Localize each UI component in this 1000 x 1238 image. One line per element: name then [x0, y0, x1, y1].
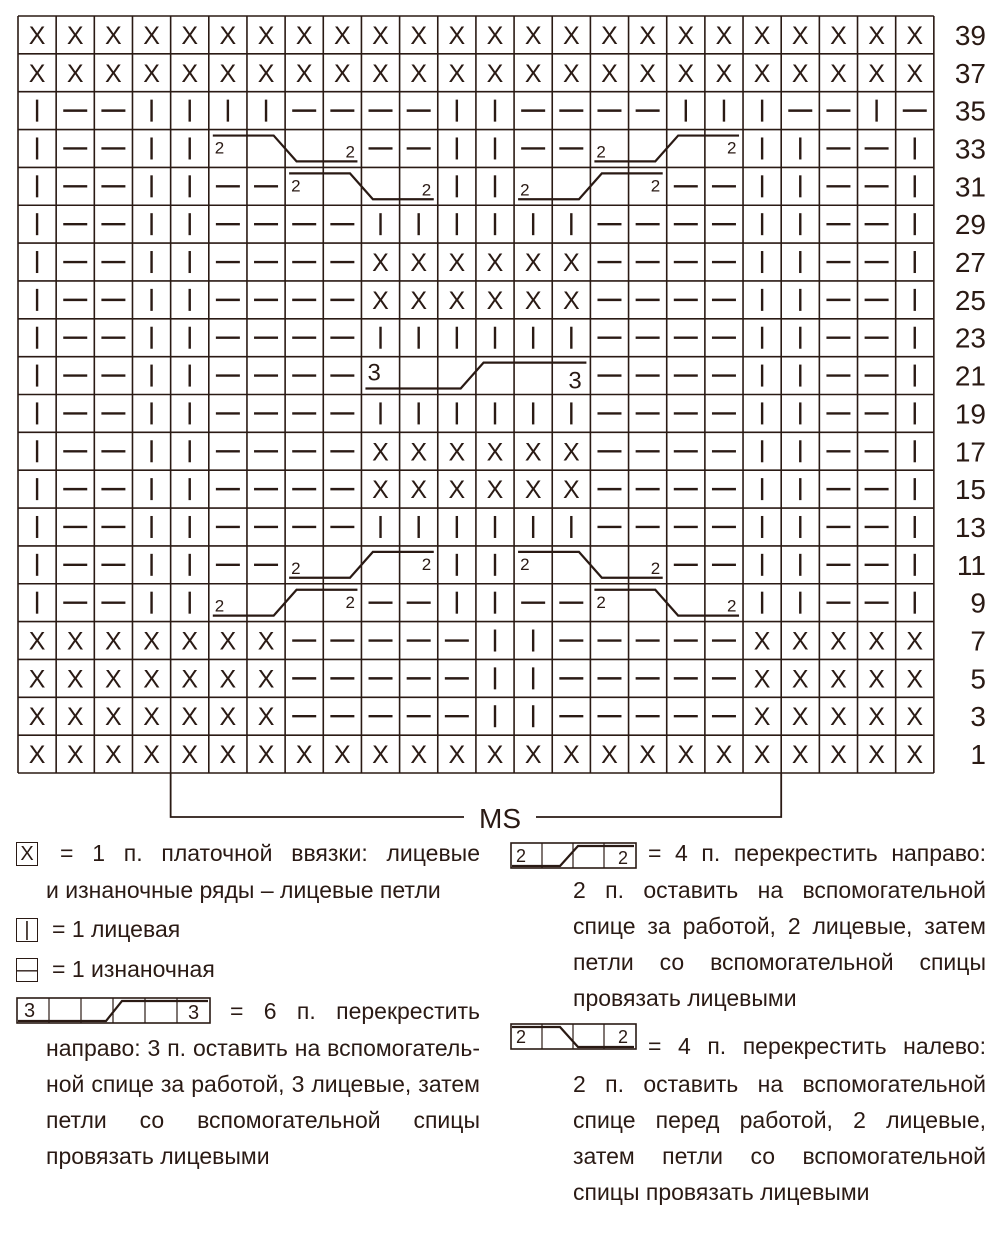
garter-stitch-mark: X — [257, 21, 275, 50]
garter-stitch-mark: X — [181, 627, 199, 656]
cable-count-label: 2 — [596, 592, 606, 612]
legend-cable4-right-line2: 2 п. оставить на вспомогательной — [573, 877, 986, 903]
garter-stitch-mark: X — [791, 741, 809, 770]
garter-stitch-mark: X — [372, 438, 389, 467]
garter-stitch-mark: X — [372, 21, 389, 50]
garter-stitch-mark: X — [830, 665, 847, 694]
garter-stitch-mark: X — [143, 627, 160, 656]
purl-symbol-icon: — — [17, 959, 37, 981]
garter-stitch-mark: X — [181, 21, 199, 50]
garter-stitch-mark: X — [28, 665, 46, 694]
garter-stitch-mark: X — [448, 21, 466, 50]
row-number-label: 7 — [970, 625, 986, 657]
garter-stitch-mark: X — [28, 627, 46, 656]
garter-stitch-mark: X — [66, 741, 84, 770]
garter-stitch-mark: X — [410, 741, 428, 770]
garter-stitch-mark: X — [410, 476, 428, 505]
garter-stitch-mark: X — [219, 59, 237, 88]
cable-count-label: 2 — [421, 554, 432, 574]
row-number-label: 3 — [970, 701, 986, 733]
cable-count-label: 2 — [421, 180, 432, 200]
cable-count-label: 2 — [520, 180, 530, 200]
garter-stitch-mark: X — [562, 286, 580, 315]
garter-stitch-mark: X — [715, 21, 733, 50]
legend-cable4-left-line1: = 4 п. перекрестить налево: — [648, 1033, 986, 1059]
garter-stitch-mark: X — [830, 59, 847, 88]
cable-count-label: 2 — [214, 138, 225, 158]
row-number-label: 9 — [970, 587, 986, 619]
legend-purl — [52, 951, 215, 987]
garter-stitch-mark: X — [906, 59, 924, 88]
garter-stitch-mark: X — [753, 627, 771, 656]
garter-stitch-mark: X — [486, 59, 504, 88]
garter-stitch-mark: X — [677, 21, 695, 50]
garter-stitch-mark: X — [410, 438, 428, 467]
garter-stitch-mark: X — [28, 703, 46, 732]
garter-stitch-mark: X — [219, 703, 237, 732]
garter-stitch-mark: X — [868, 627, 885, 656]
legend-cable4-left-cont — [573, 1066, 986, 1210]
legend-garter-line1: = 1 п. платочной ввязки: лицевые — [60, 840, 480, 866]
row-number-label: 13 — [954, 511, 986, 543]
garter-stitch-mark: X — [486, 249, 504, 278]
garter-stitch-mark: X — [486, 741, 504, 770]
garter-stitch-mark: X — [66, 665, 84, 694]
cable-count-label: 3 — [367, 359, 381, 387]
garter-symbol-icon: X — [16, 842, 38, 866]
garter-stitch-mark: X — [66, 627, 84, 656]
garter-stitch-mark: X — [601, 21, 618, 50]
legend-cable4-right-line4: петли со вспомогательной спицы — [573, 949, 986, 975]
cable-count-label: 2 — [291, 558, 301, 578]
garter-stitch-mark: X — [906, 21, 924, 50]
repeat-label: MS — [479, 803, 521, 834]
legend-cable6-cont — [46, 1030, 480, 1174]
garter-stitch-mark: X — [791, 665, 809, 694]
garter-stitch-mark: X — [143, 59, 160, 88]
garter-stitch-mark: X — [486, 438, 504, 467]
cable-count-label: 2 — [345, 142, 355, 162]
garter-stitch-mark: X — [448, 438, 466, 467]
cable4-right-symbol-icon — [510, 842, 638, 870]
garter-stitch-mark: X — [372, 476, 389, 505]
garter-stitch-mark: X — [181, 703, 199, 732]
garter-stitch-mark: X — [868, 665, 885, 694]
garter-stitch-mark: X — [181, 665, 199, 694]
garter-stitch-mark: X — [562, 59, 580, 88]
row-number-label: 21 — [954, 360, 986, 392]
row-number-label: 37 — [954, 57, 986, 89]
garter-stitch-mark: X — [257, 665, 275, 694]
garter-stitch-mark: X — [105, 703, 122, 732]
garter-stitch-mark: X — [372, 249, 389, 278]
garter-stitch-mark: X — [906, 627, 924, 656]
garter-stitch-mark: X — [791, 703, 809, 732]
cable-count-label: 2 — [727, 138, 737, 158]
garter-stitch-mark: X — [372, 286, 389, 315]
garter-stitch-mark: X — [143, 741, 160, 770]
garter-stitch-mark: X — [562, 249, 580, 278]
garter-stitch-mark: X — [753, 59, 771, 88]
garter-stitch-mark: X — [524, 21, 542, 50]
garter-stitch-mark: X — [906, 703, 924, 732]
garter-stitch-mark: X — [639, 21, 656, 50]
cable-count-label: 2 — [345, 592, 355, 612]
garter-stitch-mark: X — [257, 741, 275, 770]
cable-count-label: 2 — [650, 558, 661, 578]
cable4-left-n-right: 2 — [618, 1027, 629, 1047]
row-number-label: 15 — [954, 474, 986, 506]
garter-stitch-mark: X — [562, 438, 580, 467]
cable-count-label: 2 — [520, 554, 530, 574]
legend-cable6-line1: = 6 п. перекрестить — [230, 998, 480, 1024]
garter-stitch-mark: X — [524, 59, 542, 88]
row-number-label: 33 — [954, 133, 986, 165]
knit-symbol-icon: | — [16, 918, 38, 942]
row-number-label: 11 — [956, 549, 986, 581]
legend-cable4-right-cont — [573, 872, 986, 1016]
cable4-left-symbol-icon — [510, 1023, 638, 1051]
row-number-label: 25 — [954, 284, 986, 316]
garter-stitch-mark: X — [562, 476, 580, 505]
garter-stitch-mark: X — [410, 286, 428, 315]
garter-stitch-mark: X — [906, 665, 924, 694]
row-number-label: 35 — [954, 95, 986, 127]
legend-garter-cont — [46, 872, 441, 908]
garter-stitch-mark: X — [753, 21, 771, 50]
garter-stitch-mark: X — [448, 249, 466, 278]
cable4-right-n-left: 2 — [516, 846, 527, 866]
garter-stitch-mark: X — [334, 21, 351, 50]
legend-cable4-left — [648, 1028, 986, 1064]
garter-stitch-mark: X — [868, 741, 885, 770]
garter-stitch-mark: X — [791, 21, 809, 50]
garter-stitch-mark: X — [448, 286, 466, 315]
garter-stitch-mark: X — [868, 59, 885, 88]
legend-cable6 — [230, 993, 480, 1029]
garter-stitch-mark: X — [181, 59, 199, 88]
garter-stitch-mark: X — [66, 21, 84, 50]
garter-stitch-mark: X — [562, 21, 580, 50]
garter-stitch-mark: X — [219, 741, 237, 770]
legend-cable4-left-line5: спицы провязать лицевыми — [573, 1179, 870, 1205]
garter-stitch-mark: X — [601, 741, 618, 770]
row-number-label: 19 — [954, 398, 986, 430]
legend-cable4-right-line3: спице за работой, 2 лицевые, затем — [573, 913, 986, 939]
garter-stitch-mark: X — [257, 59, 275, 88]
garter-stitch-mark: X — [830, 703, 847, 732]
garter-stitch-mark: X — [791, 627, 809, 656]
garter-stitch-mark: X — [639, 59, 656, 88]
garter-stitch-mark: X — [524, 249, 542, 278]
cable-count-label: 2 — [596, 142, 606, 162]
garter-stitch-mark: X — [715, 59, 733, 88]
garter-stitch-mark: X — [143, 21, 160, 50]
garter-stitch-mark: X — [524, 476, 542, 505]
legend-cable4-left-line4: затем петли со вспомогательной — [573, 1143, 986, 1169]
garter-stitch-mark: X — [334, 741, 351, 770]
garter-stitch-mark: X — [105, 665, 122, 694]
garter-stitch-mark: X — [181, 741, 199, 770]
garter-stitch-mark: X — [105, 627, 122, 656]
cable4-left-n-left: 2 — [516, 1027, 527, 1047]
garter-stitch-mark: X — [524, 438, 542, 467]
legend-cable6-line5: провязать лицевыми — [46, 1143, 270, 1169]
garter-stitch-mark: X — [448, 741, 466, 770]
legend-knit-text: = 1 лицевая — [52, 916, 181, 942]
cable4-right-n-right: 2 — [618, 848, 629, 868]
garter-stitch-mark: X — [219, 21, 237, 50]
garter-stitch-mark: X — [28, 59, 46, 88]
garter-stitch-mark: X — [372, 741, 389, 770]
legend-garter — [60, 835, 480, 871]
cable-count-label: 2 — [291, 176, 301, 196]
row-number-label: 1 — [970, 739, 986, 771]
row-number-label: 5 — [970, 663, 986, 695]
garter-stitch-mark: X — [334, 59, 351, 88]
legend-cable4-left-line2: 2 п. оставить на вспомогательной — [573, 1071, 986, 1097]
legend-cable4-right-line1: = 4 п. перекрестить направо: — [648, 840, 986, 866]
garter-stitch-mark: X — [830, 627, 847, 656]
garter-stitch-mark: X — [410, 249, 428, 278]
cable-count-label: 2 — [650, 176, 661, 196]
garter-stitch-mark: X — [524, 741, 542, 770]
garter-stitch-mark: X — [906, 741, 924, 770]
legend-cable4-left-line3: спице перед работой, 2 лицевые, — [573, 1107, 986, 1133]
row-number-label: 17 — [954, 436, 986, 468]
cable-count-label: 2 — [727, 596, 737, 616]
garter-stitch-mark: X — [791, 59, 809, 88]
cable6-n-left: 3 — [24, 1000, 36, 1022]
garter-stitch-mark: X — [486, 286, 504, 315]
legend-cable6-line3: ной спице за работой, 3 лицевые, затем — [46, 1071, 480, 1097]
garter-stitch-mark: X — [486, 21, 504, 50]
garter-stitch-mark: X — [448, 59, 466, 88]
garter-stitch-mark: X — [753, 665, 771, 694]
cable-count-label: 2 — [214, 596, 225, 616]
garter-stitch-mark: X — [753, 741, 771, 770]
garter-stitch-mark: X — [66, 59, 84, 88]
legend-cable6-line4: петли со вспомогательной спицы — [46, 1107, 480, 1133]
garter-stitch-mark: X — [868, 21, 885, 50]
garter-stitch-mark: X — [28, 21, 46, 50]
garter-stitch-mark: X — [219, 665, 237, 694]
garter-stitch-mark: X — [143, 703, 160, 732]
garter-stitch-mark: X — [562, 741, 580, 770]
legend-cable4-right — [648, 835, 986, 871]
cable6-n-right: 3 — [188, 1002, 200, 1024]
garter-stitch-mark: X — [219, 627, 237, 656]
garter-stitch-mark: X — [105, 21, 122, 50]
legend-garter-line2: и изнаночные ряды – лицевые петли — [46, 877, 441, 903]
row-number-label: 23 — [954, 322, 986, 354]
garter-stitch-mark: X — [639, 741, 656, 770]
cable6-symbol-icon — [16, 997, 212, 1025]
garter-stitch-mark: X — [830, 21, 847, 50]
garter-stitch-mark: X — [295, 741, 313, 770]
row-number-label: 27 — [954, 247, 986, 279]
garter-stitch-mark: X — [868, 703, 885, 732]
legend-knit — [52, 911, 180, 947]
repeat-bracket — [171, 773, 782, 817]
legend-purl-text: = 1 изнаночная — [52, 956, 215, 982]
garter-stitch-mark: X — [410, 59, 428, 88]
garter-stitch-mark: X — [372, 59, 389, 88]
garter-stitch-mark: X — [448, 476, 466, 505]
legend-cable4-right-line5: провязать лицевыми — [573, 985, 797, 1011]
garter-stitch-mark: X — [830, 741, 847, 770]
garter-stitch-mark: X — [486, 476, 504, 505]
row-number-label: 39 — [954, 19, 986, 51]
garter-stitch-mark: X — [753, 703, 771, 732]
garter-stitch-mark: X — [257, 627, 275, 656]
row-number-label: 29 — [954, 209, 986, 241]
garter-stitch-mark: X — [28, 741, 46, 770]
garter-stitch-mark: X — [295, 59, 313, 88]
garter-stitch-mark: X — [524, 286, 542, 315]
garter-stitch-mark: X — [677, 741, 695, 770]
garter-stitch-mark: X — [295, 21, 313, 50]
garter-stitch-mark: X — [66, 703, 84, 732]
garter-stitch-mark: X — [105, 741, 122, 770]
legend-cable6-line2: направо: 3 п. оставить на вспомогатель- — [46, 1035, 480, 1061]
garter-stitch-mark: X — [105, 59, 122, 88]
garter-stitch-mark: X — [677, 59, 695, 88]
garter-stitch-mark: X — [143, 665, 160, 694]
garter-stitch-mark: X — [410, 21, 428, 50]
garter-stitch-mark: X — [601, 59, 618, 88]
garter-stitch-mark: X — [715, 741, 733, 770]
cable-count-label: 3 — [568, 367, 582, 395]
garter-stitch-mark: X — [257, 703, 275, 732]
row-number-label: 31 — [954, 171, 986, 203]
